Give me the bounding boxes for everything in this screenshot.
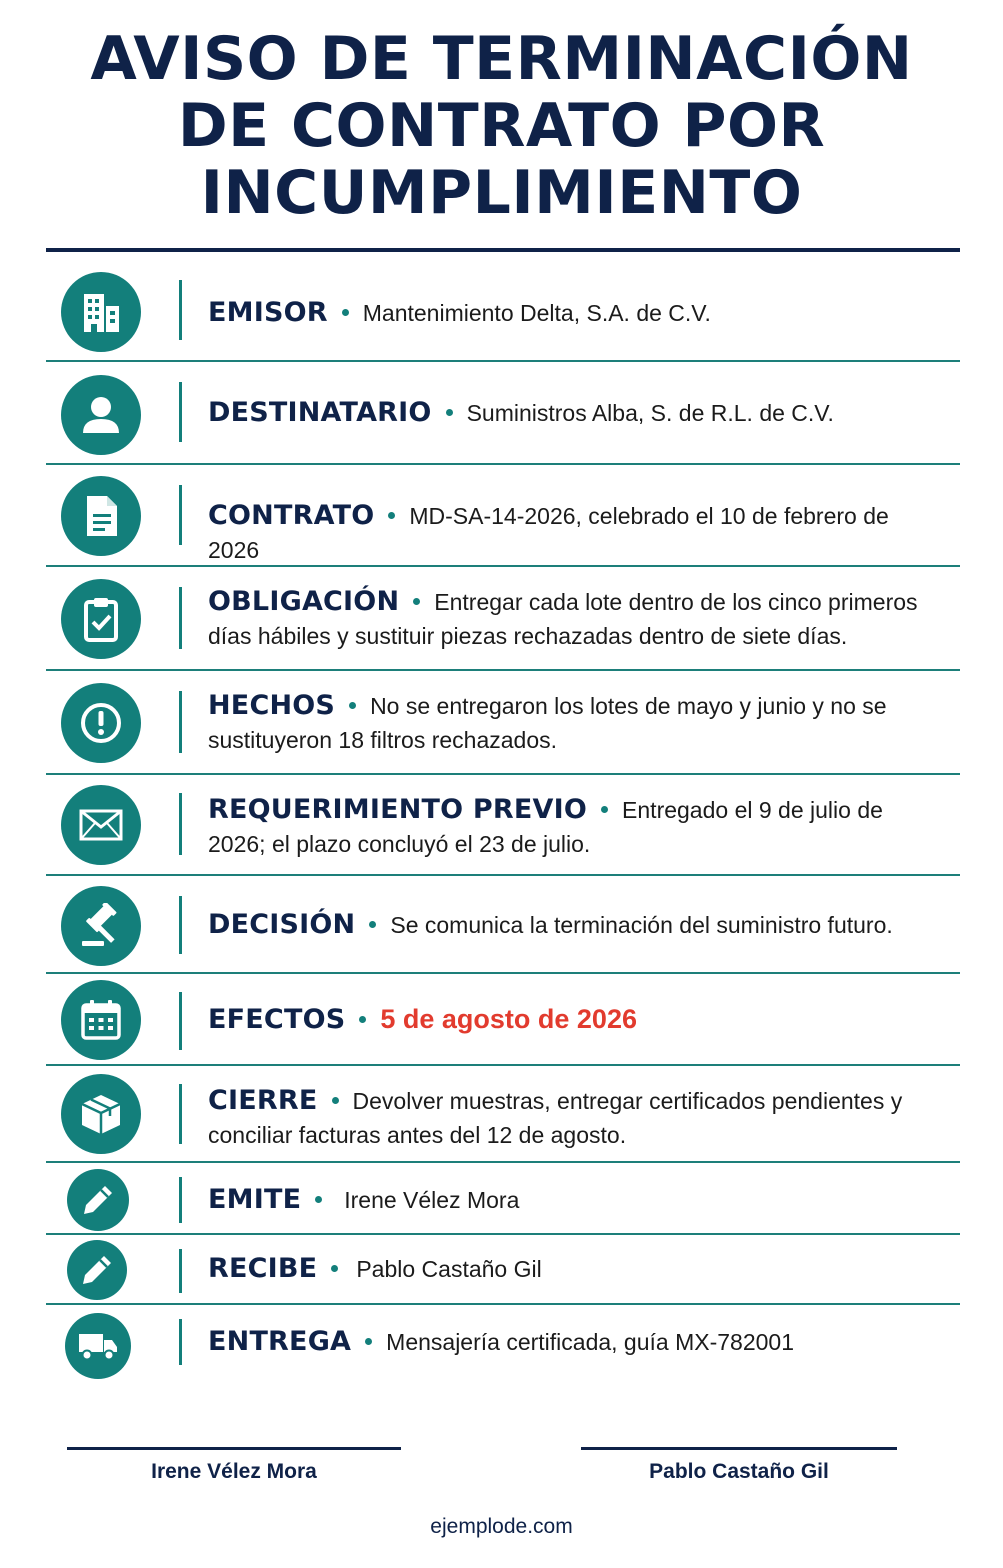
row-content — [208, 689, 940, 757]
row-content — [208, 499, 940, 567]
bullet-dot — [332, 1097, 339, 1104]
row-divider — [179, 1319, 182, 1365]
field-label: CONTRATO — [208, 500, 375, 531]
building-icon — [61, 272, 141, 352]
effective-date: 5 de agosto de 2026 — [380, 1004, 637, 1034]
signature-name-left: Irene Vélez Mora — [151, 1460, 317, 1483]
row-destinatario — [46, 362, 960, 465]
row-requerimiento-previo — [46, 775, 960, 876]
row-content — [208, 793, 940, 861]
bullet-dot — [349, 702, 356, 709]
envelope-icon — [61, 785, 141, 865]
field-label: RECIBE — [208, 1253, 318, 1284]
row-emite — [46, 1163, 960, 1235]
title-line-3: INCUMPLIMIENTO — [200, 158, 803, 228]
row-content — [208, 396, 940, 430]
row-divider — [179, 587, 182, 649]
bullet-dot — [342, 309, 349, 316]
field-label: EFECTOS — [208, 1004, 346, 1035]
row-divider — [179, 1084, 182, 1144]
field-label: REQUERIMIENTO PREVIO — [208, 794, 588, 825]
field-value: Entregar cada lote dentro de los cinco primeros días hábiles y sustituir piezas rechazadas dentro de siete días. — [208, 589, 918, 649]
row-recibe — [46, 1235, 960, 1305]
signature-name-right: Pablo Castaño Gil — [649, 1460, 829, 1483]
row-contrato — [46, 465, 960, 567]
row-emisor — [46, 252, 960, 362]
field-value: Entregado el 9 de julio de 2026; el plazo concluyó el 23 de julio. — [208, 797, 883, 857]
signature-line-left — [67, 1447, 401, 1450]
pen-icon — [67, 1169, 129, 1231]
bullet-dot — [369, 921, 376, 928]
field-label: HECHOS — [208, 690, 336, 721]
field-value: Pablo Castaño Gil — [356, 1256, 542, 1282]
field-value: MD-SA-14-2026, celebrado el 10 de febrero de 2026 — [208, 503, 889, 563]
row-obligacion — [46, 567, 960, 671]
bullet-dot — [359, 1016, 366, 1023]
pen-icon — [67, 1240, 127, 1300]
row-content — [208, 296, 940, 330]
title-line-2: DE CONTRATO POR — [177, 91, 826, 161]
clipboard-check-icon — [61, 579, 141, 659]
user-icon — [61, 375, 141, 455]
row-divider — [179, 896, 182, 954]
row-efectos — [46, 974, 960, 1066]
field-value: Se comunica la terminación del suministro futuro. — [390, 912, 893, 938]
document-icon — [61, 476, 141, 556]
field-label: OBLIGACIÓN — [208, 586, 400, 617]
row-content — [208, 585, 940, 653]
row-divider — [179, 485, 182, 545]
row-entrega — [46, 1305, 960, 1385]
row-divider — [179, 691, 182, 753]
row-content — [208, 1252, 940, 1286]
bullet-dot — [388, 512, 395, 519]
signature-line-right — [581, 1447, 897, 1450]
calendar-icon — [61, 980, 141, 1060]
field-label: CIERRE — [208, 1085, 318, 1116]
row-hechos — [46, 671, 960, 775]
bullet-dot — [446, 409, 453, 416]
row-content — [208, 1002, 940, 1037]
row-content — [208, 908, 940, 942]
row-divider — [179, 1177, 182, 1223]
gavel-icon — [61, 886, 141, 966]
field-label: DECISIÓN — [208, 909, 356, 940]
row-divider — [179, 382, 182, 442]
field-value: Suministros Alba, S. de R.L. de C.V. — [466, 400, 834, 426]
page-title — [0, 26, 1003, 227]
row-divider — [179, 280, 182, 340]
row-content — [208, 1325, 940, 1359]
field-label: ENTREGA — [208, 1326, 352, 1357]
truck-icon — [65, 1313, 131, 1379]
row-divider — [179, 992, 182, 1050]
field-value: Devolver muestras, entregar certificados pendientes y conciliar facturas antes del 12 de agosto. — [208, 1088, 903, 1148]
row-content — [208, 1183, 940, 1217]
title-line-1: AVISO DE TERMINACIÓN — [90, 24, 913, 94]
field-label: DESTINATARIO — [208, 397, 432, 428]
bullet-dot — [315, 1196, 322, 1203]
field-value: Mensajería certificada, guía MX-782001 — [386, 1329, 794, 1355]
field-label: EMITE — [208, 1184, 302, 1215]
row-decision — [46, 876, 960, 974]
field-value: Irene Vélez Mora — [344, 1187, 520, 1213]
footer-site: ejemplode.com — [430, 1515, 573, 1538]
field-value: No se entregaron los lotes de mayo y junio y no se sustituyeron 18 filtros rechazados. — [208, 693, 887, 753]
field-label: EMISOR — [208, 297, 328, 328]
row-divider — [179, 793, 182, 855]
row-divider — [179, 1249, 182, 1293]
box-icon — [61, 1074, 141, 1154]
bullet-dot — [331, 1265, 338, 1272]
field-value: Mantenimiento Delta, S.A. de C.V. — [362, 300, 711, 326]
bullet-dot — [365, 1338, 372, 1345]
bullet-dot — [413, 598, 420, 605]
row-cierre — [46, 1066, 960, 1163]
exclamation-icon — [61, 683, 141, 763]
bullet-dot — [601, 806, 608, 813]
row-content — [208, 1084, 940, 1152]
